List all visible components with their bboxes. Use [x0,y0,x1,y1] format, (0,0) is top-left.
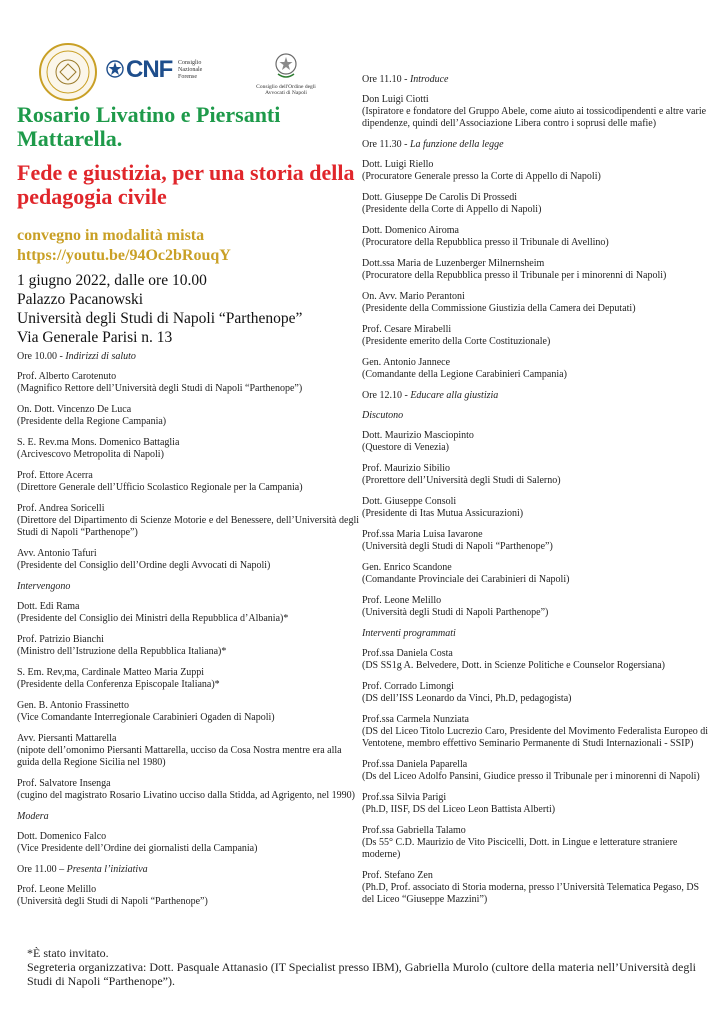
speaker-entry [17,884,359,908]
speaker-role: (DS del Liceo Titolo Lucrezio Caro, Presidente del Movimento Federalista Europeo di Ventotene, membro effettivo Seminario Permanente di Studi Internazionali - SSIP) [362,726,709,749]
speaker-role: (Università degli Studi di Napoli Parthenope”) [362,607,549,618]
speaker-name: S. Em. Rev,ma, Cardinale Matteo Maria Zuppi [17,667,205,678]
speaker-entry [362,792,712,816]
speaker-name: Prof.ssa Maria Luisa Iavarone [362,529,483,540]
speaker-name: Dott.ssa Maria de Luzenberger Milnernsheim [362,258,545,269]
speaker-name: Prof. Corrado Limongi [362,681,454,692]
section-time: Ore 10.00 - [17,351,66,362]
speaker-entry [362,562,712,586]
title-green: Rosario Livatino e Piersanti Mattarella. [17,102,281,151]
speaker-name: Prof. Patrizio Bianchi [17,634,104,645]
speaker-role: (Comandante della Legione Carabinieri Campania) [362,369,567,380]
speaker-name: Prof.ssa Daniela Paparella [362,759,468,770]
section-label: Interventi programmati [362,628,456,639]
section-heading [362,628,712,640]
speaker-entry [17,371,359,395]
speaker-entry [17,700,359,724]
speaker-name: Prof. Maurizio Sibilio [362,463,451,474]
republic-emblem-icon [274,50,298,80]
speaker-entry [362,291,712,315]
program-right-column [362,74,712,915]
speaker-role: (Ds 55° C.D. Maurizio de Vito Piscicelli, Dott. in Lingue e letterature straniere moderne) [362,837,678,860]
section-heading [17,581,359,593]
speaker-entry [362,159,712,183]
header-logos [38,42,318,102]
speaker-entry [17,548,359,572]
speaker-role: (Presidente del Consiglio dell’Ordine degli Avvocati di Napoli) [17,560,271,571]
section-heading [17,811,359,823]
speaker-entry [362,759,712,783]
speaker-name: Dott. Domenico Falco [17,831,107,842]
speaker-entry [17,601,359,625]
speaker-role: (Direttore Generale dell’Ufficio Scolastico Regionale per la Campania) [17,482,303,493]
speaker-name: Dott. Maurizio Masciopinto [362,430,474,441]
ordine-avvocati-logo [246,50,326,102]
section-heading [17,864,359,876]
speaker-role: (Ispiratore e fondatore del Gruppo Abele, come aiuto ai tossicodipendenti e altre varie dipendenze, quindi dell’Associazione Libera contro i soprusi delle mafie) [362,106,707,129]
section-label: Intervengono [17,581,71,592]
speaker-name: Prof. Salvatore Insenga [17,778,111,789]
speaker-entry [362,529,712,553]
footer-note: *È stato invitato. [27,946,109,960]
speaker-role: (Presidente del Consiglio dei Ministri della Repubblica d’Albania)* [17,613,289,624]
speaker-role: (Presidente della Corte di Appello di Napoli) [362,204,542,215]
footer-secretary: Segreteria organizzativa: Dott. Pasquale Attanasio (IT Specialist presso IBM), Gabriella Murolo (cultore della materia nell’Università degli Studi di Napoli “Parthenope”). [27,960,697,988]
speaker-entry [362,870,712,906]
speaker-role: (Procuratore della Repubblica presso il Tribunale per i minorenni di Napoli) [362,270,667,281]
speaker-role: (Vice Presidente dell’Ordine dei giornalisti della Campania) [17,843,258,854]
section-heading [17,351,359,363]
speaker-name: Prof. Cesare Mirabelli [362,324,452,335]
speaker-name: Prof.ssa Daniela Costa [362,648,453,659]
speaker-entry [17,831,359,855]
speaker-entry [362,430,712,454]
cnf-logo [106,56,226,92]
event-info [17,271,357,347]
speaker-role: (Università degli Studi di Napoli “Parthenope”) [362,541,553,552]
section-time: Ore 12.10 - [362,390,411,401]
speaker-role: (Arcivescovo Metropolita di Napoli) [17,449,164,460]
speaker-role: (Presidente della Conferenza Episcopale Italiana)* [17,679,220,690]
event-place-2: Università degli Studi di Napoli “Parthenope” [17,310,303,327]
speaker-name: Prof. Andrea Soricelli [17,503,105,514]
speaker-role: (Questore di Venezia) [362,442,450,453]
speaker-role: (Vice Comandante Interregionale Carabinieri Ogaden di Napoli) [17,712,275,723]
speaker-role: (Direttore del Dipartimento di Scienze Motorie e del Benessere, dell’Università degli Studi di Napoli “Parthenope”) [17,515,359,538]
speaker-entry [362,94,712,130]
program-left-column [17,351,359,917]
youtube-link[interactable]: https://youtu.be/94Oc2bRouqY [17,247,231,264]
speaker-name: Dott. Domenico Airoma [362,225,459,236]
speaker-entry [362,595,712,619]
event-place-3: Via Generale Parisi n. 13 [17,329,173,346]
speaker-entry [362,192,712,216]
speaker-name: Prof. Alberto Carotenuto [17,371,117,382]
speaker-name: Dott. Giuseppe De Carolis Di Prossedi [362,192,517,203]
section-label: La funzione della legge [409,139,504,150]
speaker-name: Prof.ssa Carmela Nunziata [362,714,469,725]
speaker-entry [17,404,359,428]
speaker-role: (nipote dell’omonimo Piersanti Mattarella, ucciso da Cosa Nostra mentre era alla guida della Regione Sicilia nel 1980) [17,745,342,768]
speaker-entry [362,648,712,672]
speaker-name: Gen. Enrico Scandone [362,562,452,573]
speaker-entry [362,225,712,249]
speaker-name: Gen. B. Antonio Frassinetto [17,700,129,711]
speaker-name: Don Luigi Ciotti [362,94,429,105]
section-label: Indirizzi di saluto [65,351,136,362]
speaker-entry [362,357,712,381]
event-date: 1 giugno 2022, dalle ore 10.00 [17,272,207,289]
speaker-role: (Ph.D, Prof. associato di Storia moderna, presso l’Università Telematica Pegaso, DS del Liceo “Giuseppe Mazzini”) [362,882,700,905]
section-label: Discutono [362,410,404,421]
footer [27,946,707,988]
speaker-role: (Comandante Provinciale dei Carabinieri di Napoli) [362,574,570,585]
section-heading [362,410,712,422]
speaker-entry [362,258,712,282]
speaker-entry [17,667,359,691]
speaker-name: Prof.ssa Silvia Parigi [362,792,447,803]
event-place-1: Palazzo Pacanowski [17,291,144,308]
star-emblem-icon [106,58,124,80]
speaker-role: (Procuratore Generale presso la Corte di Appello di Napoli) [362,171,601,182]
section-heading [362,390,712,402]
speaker-entry [17,778,359,802]
speaker-entry [17,634,359,658]
speaker-name: Dott. Giuseppe Consoli [362,496,457,507]
speaker-entry [17,470,359,494]
speaker-role: (Magnifico Rettore dell’Università degli Studi di Napoli “Parthenope”) [17,383,303,394]
speaker-role: (Presidente della Commissione Giustizia della Camera dei Deputati) [362,303,636,314]
speaker-role: (Ministro dell’Istruzione della Repubblica Italiana)* [17,646,227,657]
speaker-name: S. E. Rev.ma Mons. Domenico Battaglia [17,437,180,448]
speaker-entry [17,733,359,769]
section-time: Ore 11.10 - [362,74,410,85]
cnf-subtitle: Consiglio Nazionale Forense [178,60,203,80]
speaker-name: Avv. Antonio Tafuri [17,548,97,559]
section-label: Modera [17,811,49,822]
speaker-entry [362,324,712,348]
anniversary-seal-icon [38,42,98,102]
speaker-role: (cugino del magistrato Rosario Livatino ucciso dalla Stidda, ad Agrigento, nel 1990) [17,790,355,801]
speaker-name: On. Dott. Vincenzo De Luca [17,404,132,415]
speaker-role: (Procuratore della Repubblica presso il Tribunale di Avellino) [362,237,609,248]
speaker-role: (Presidente di Itas Mutua Assicurazioni) [362,508,524,519]
speaker-name: Prof. Stefano Zen [362,870,433,881]
ordine-text: Consiglio dell'Ordine degli Avvocati di Napoli [256,84,316,96]
section-time: Ore 11.00 – [17,864,67,875]
cnf-letters: CNF [126,56,173,83]
speaker-entry [362,714,712,750]
speaker-role: (DS dell’ISS Leonardo da Vinci, Ph.D, pedagogista) [362,693,572,704]
speaker-role: (Prorettore dell’Università degli Studi di Salerno) [362,475,561,486]
speaker-entry [362,825,712,861]
speaker-role: (Presidente emerito della Corte Costituzionale) [362,336,551,347]
section-label: Educare alla giustizia [410,390,499,401]
speaker-role: (DS SS1g A. Belvedere, Dott. in Scienze Politiche e Counselor Rogersiana) [362,660,666,671]
speaker-name: Dott. Luigi Riello [362,159,434,170]
speaker-entry [362,496,712,520]
section-label: Presenta l’iniziativa [66,864,148,875]
title-red: Fede e giustizia, per una storia della pedagogia civile [17,160,355,209]
speaker-entry [362,681,712,705]
speaker-role: (Ds del Liceo Adolfo Pansini, Giudice presso il Tribunale per i minorenni di Napoli) [362,771,700,782]
speaker-name: Gen. Antonio Jannece [362,357,451,368]
speaker-role: (Università degli Studi di Napoli “Parthenope”) [17,896,208,907]
speaker-name: Prof. Leone Melillo [362,595,442,606]
section-heading [362,139,712,151]
speaker-name: On. Avv. Mario Perantoni [362,291,465,302]
speaker-entry [362,463,712,487]
event-mode: convegno in modalità mista [17,227,205,244]
section-label: Introduce [409,74,449,85]
speaker-name: Prof. Ettore Acerra [17,470,93,481]
speaker-name: Prof.ssa Gabriella Talamo [362,825,466,836]
speaker-role: (Ph.D, IISF, DS del Liceo Leon Battista Alberti) [362,804,556,815]
speaker-name: Prof. Leone Melillo [17,884,97,895]
speaker-entry [17,503,359,539]
speaker-name: Dott. Edi Rama [17,601,80,612]
speaker-role: (Presidente della Regione Campania) [17,416,167,427]
section-time: Ore 11.30 - [362,139,410,150]
speaker-entry [17,437,359,461]
speaker-name: Avv. Piersanti Mattarella [17,733,117,744]
section-heading [362,74,712,86]
